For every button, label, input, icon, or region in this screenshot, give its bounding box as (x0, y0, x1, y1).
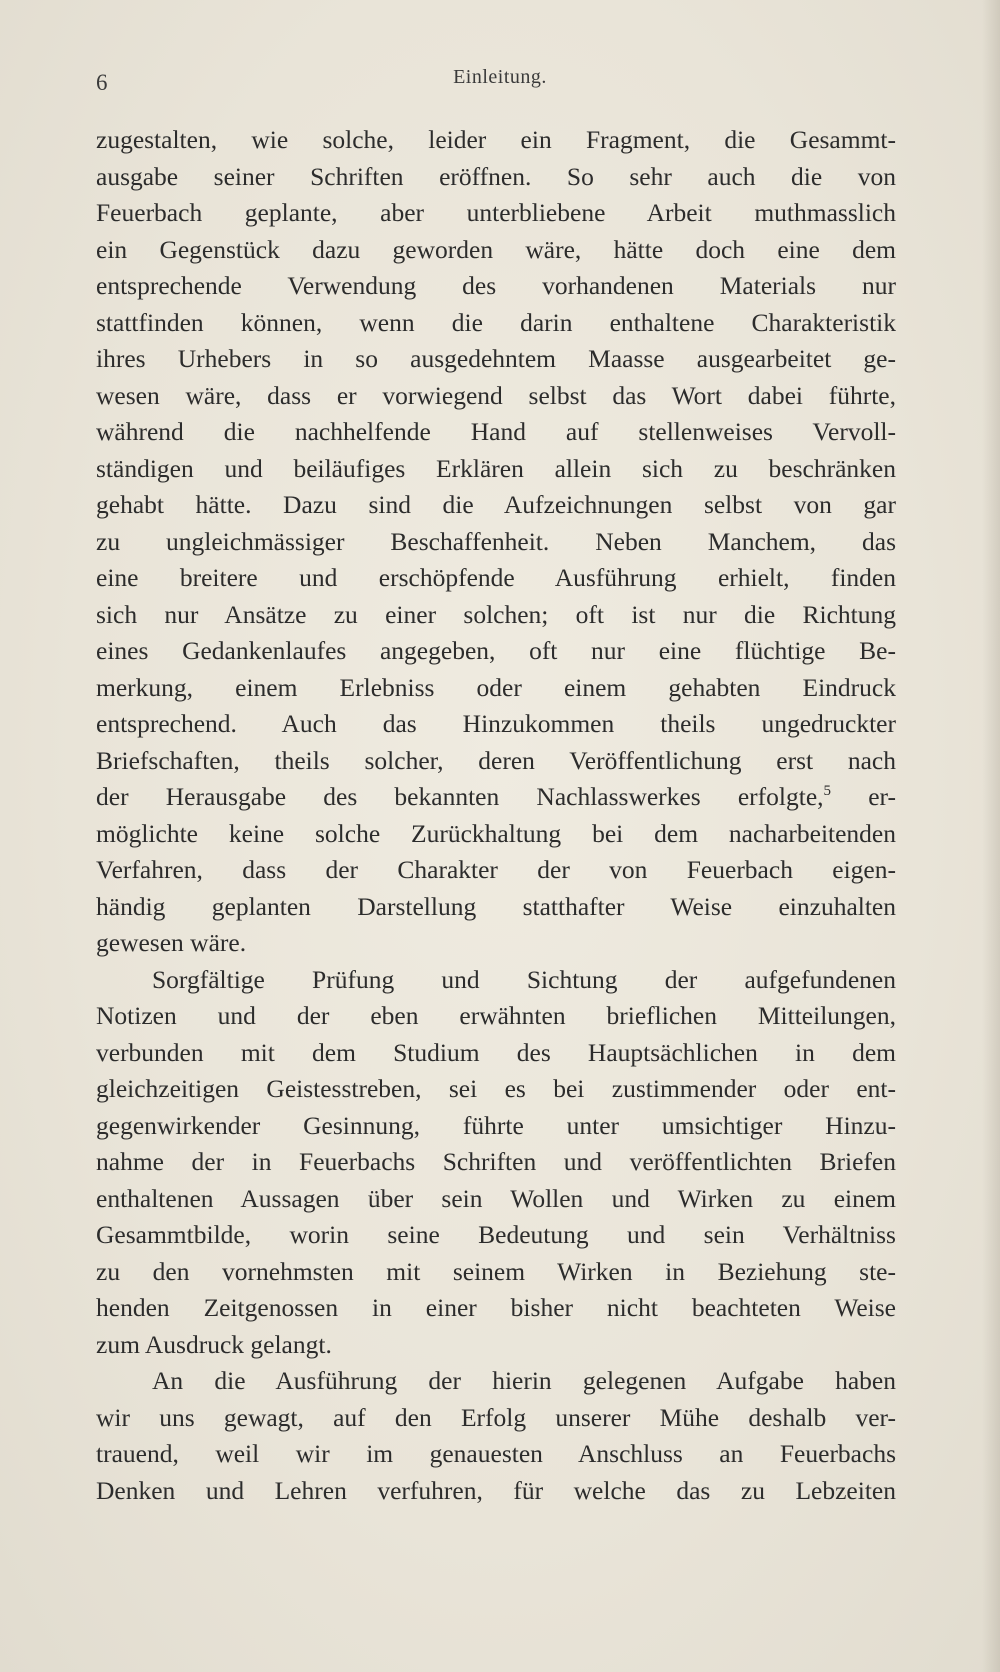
text-line: Denken und Lehren verfuhren, für welche das zu Lebzeiten (96, 1475, 896, 1505)
text-line: zum Ausdruck gelangt. (96, 1329, 332, 1359)
paragraph-1 (96, 122, 896, 962)
text-line: enthaltenen Aussagen über sein Wollen und Wirken zu einem (96, 1183, 896, 1213)
text-line: merkung, einem Erlebniss oder einem gehabten Eindruck (96, 672, 896, 702)
text-line: ein Gegenstück dazu geworden wäre, hätte doch eine dem (96, 234, 896, 264)
body-text (96, 122, 896, 1509)
text-line: ständigen und beiläufiges Erklären allein sich zu beschränken (96, 453, 896, 483)
text-line: händig geplanten Darstellung statthafter Weise einzuhalten (96, 891, 896, 921)
text-line: zugestalten, wie solche, leider ein Fragment, die Gesammt- (96, 125, 896, 154)
page-header (96, 62, 904, 102)
text-line: entsprechend. Auch das Hinzukommen theils ungedruckter (96, 709, 896, 738)
text-line: Briefschaften, theils solcher, deren Veröffentlichung erst nach (96, 745, 896, 775)
text-line: trauend, weil wir im genauesten Anschluss an Feuerbachs (96, 1439, 896, 1468)
text-line: nahme der in Feuerbachs Schriften und veröffentlichten Briefen (96, 1147, 896, 1176)
text-line: sich nur Ansätze zu einer solchen; oft ist nur die Richtung (96, 599, 896, 629)
text-line: eine breitere und erschöpfende Ausführung erhielt, finden (96, 563, 896, 592)
text-line: stattfinden können, wenn die darin enthaltene Charakteristik (96, 307, 896, 337)
text-line: gehabt hätte. Dazu sind die Aufzeichnungen selbst von gar (96, 490, 896, 519)
text-line: Sorgfältige Prüfung und Sichtung der aufgefundenen (152, 964, 896, 994)
running-head: Einleitung. (453, 66, 547, 88)
text-line: henden Zeitgenossen in einer bisher nicht beachteten Weise (96, 1293, 896, 1322)
text-line: während die nachhelfende Hand auf stellenweises Vervoll- (96, 417, 896, 446)
page-number: 6 (96, 70, 108, 95)
text-line: wir uns gewagt, auf den Erfolg unserer Mühe deshalb ver- (96, 1402, 896, 1432)
text-line: Feuerbach geplante, aber unterbliebene Arbeit muthmasslich (96, 198, 896, 227)
text-line: Verfahren, dass der Charakter der von Feuerbach eigen- (96, 855, 896, 884)
text-line: eines Gedankenlaufes angegeben, oft nur eine flüchtige Be- (96, 636, 896, 665)
text-line: gegenwirkender Gesinnung, führte unter umsichtiger Hinzu- (96, 1110, 896, 1140)
text-line: möglichte keine solche Zurückhaltung bei dem nacharbeitenden (96, 818, 896, 848)
paragraph-2 (96, 962, 896, 1364)
text-line: entsprechende Verwendung des vorhandenen Materials nur (96, 271, 896, 300)
paragraph-3 (96, 1363, 896, 1509)
text-line: An die Ausführung der hierin gelegenen Aufgabe haben (152, 1366, 896, 1395)
text-line: gewesen wäre. (96, 928, 247, 957)
text-line: der Herausgabe des bekannten Nachlasswerkes erfolgte,$^5$ er- (96, 782, 896, 811)
text-line: zu den vornehmsten mit seinem Wirken in Beziehung ste- (96, 1256, 896, 1286)
footnote-tail-text: er- (831, 782, 896, 811)
text-line: ausgabe seiner Schriften eröffnen. So sehr auch die von (96, 161, 896, 191)
text-line: verbunden mit dem Studium des Hauptsächlichen in dem (96, 1037, 896, 1067)
text-line: Gesammtbilde, worin seine Bedeutung und sein Verhältniss (96, 1220, 896, 1249)
text-line: zu ungleichmässiger Beschaffenheit. Neben Manchem, das (96, 526, 896, 556)
text-line: gleichzeitigen Geistesstreben, sei es bei zustimmender oder ent- (96, 1074, 896, 1103)
text-line: Notizen und der eben erwähnten brieflichen Mitteilungen, (96, 1001, 896, 1030)
footnote-marker: 5 (823, 783, 832, 799)
text-line: ihres Urhebers in so ausgedehntem Maasse ausgearbeitet ge- (96, 344, 896, 373)
text-line: wesen wäre, dass er vorwiegend selbst das Wort dabei führte, (96, 380, 896, 410)
